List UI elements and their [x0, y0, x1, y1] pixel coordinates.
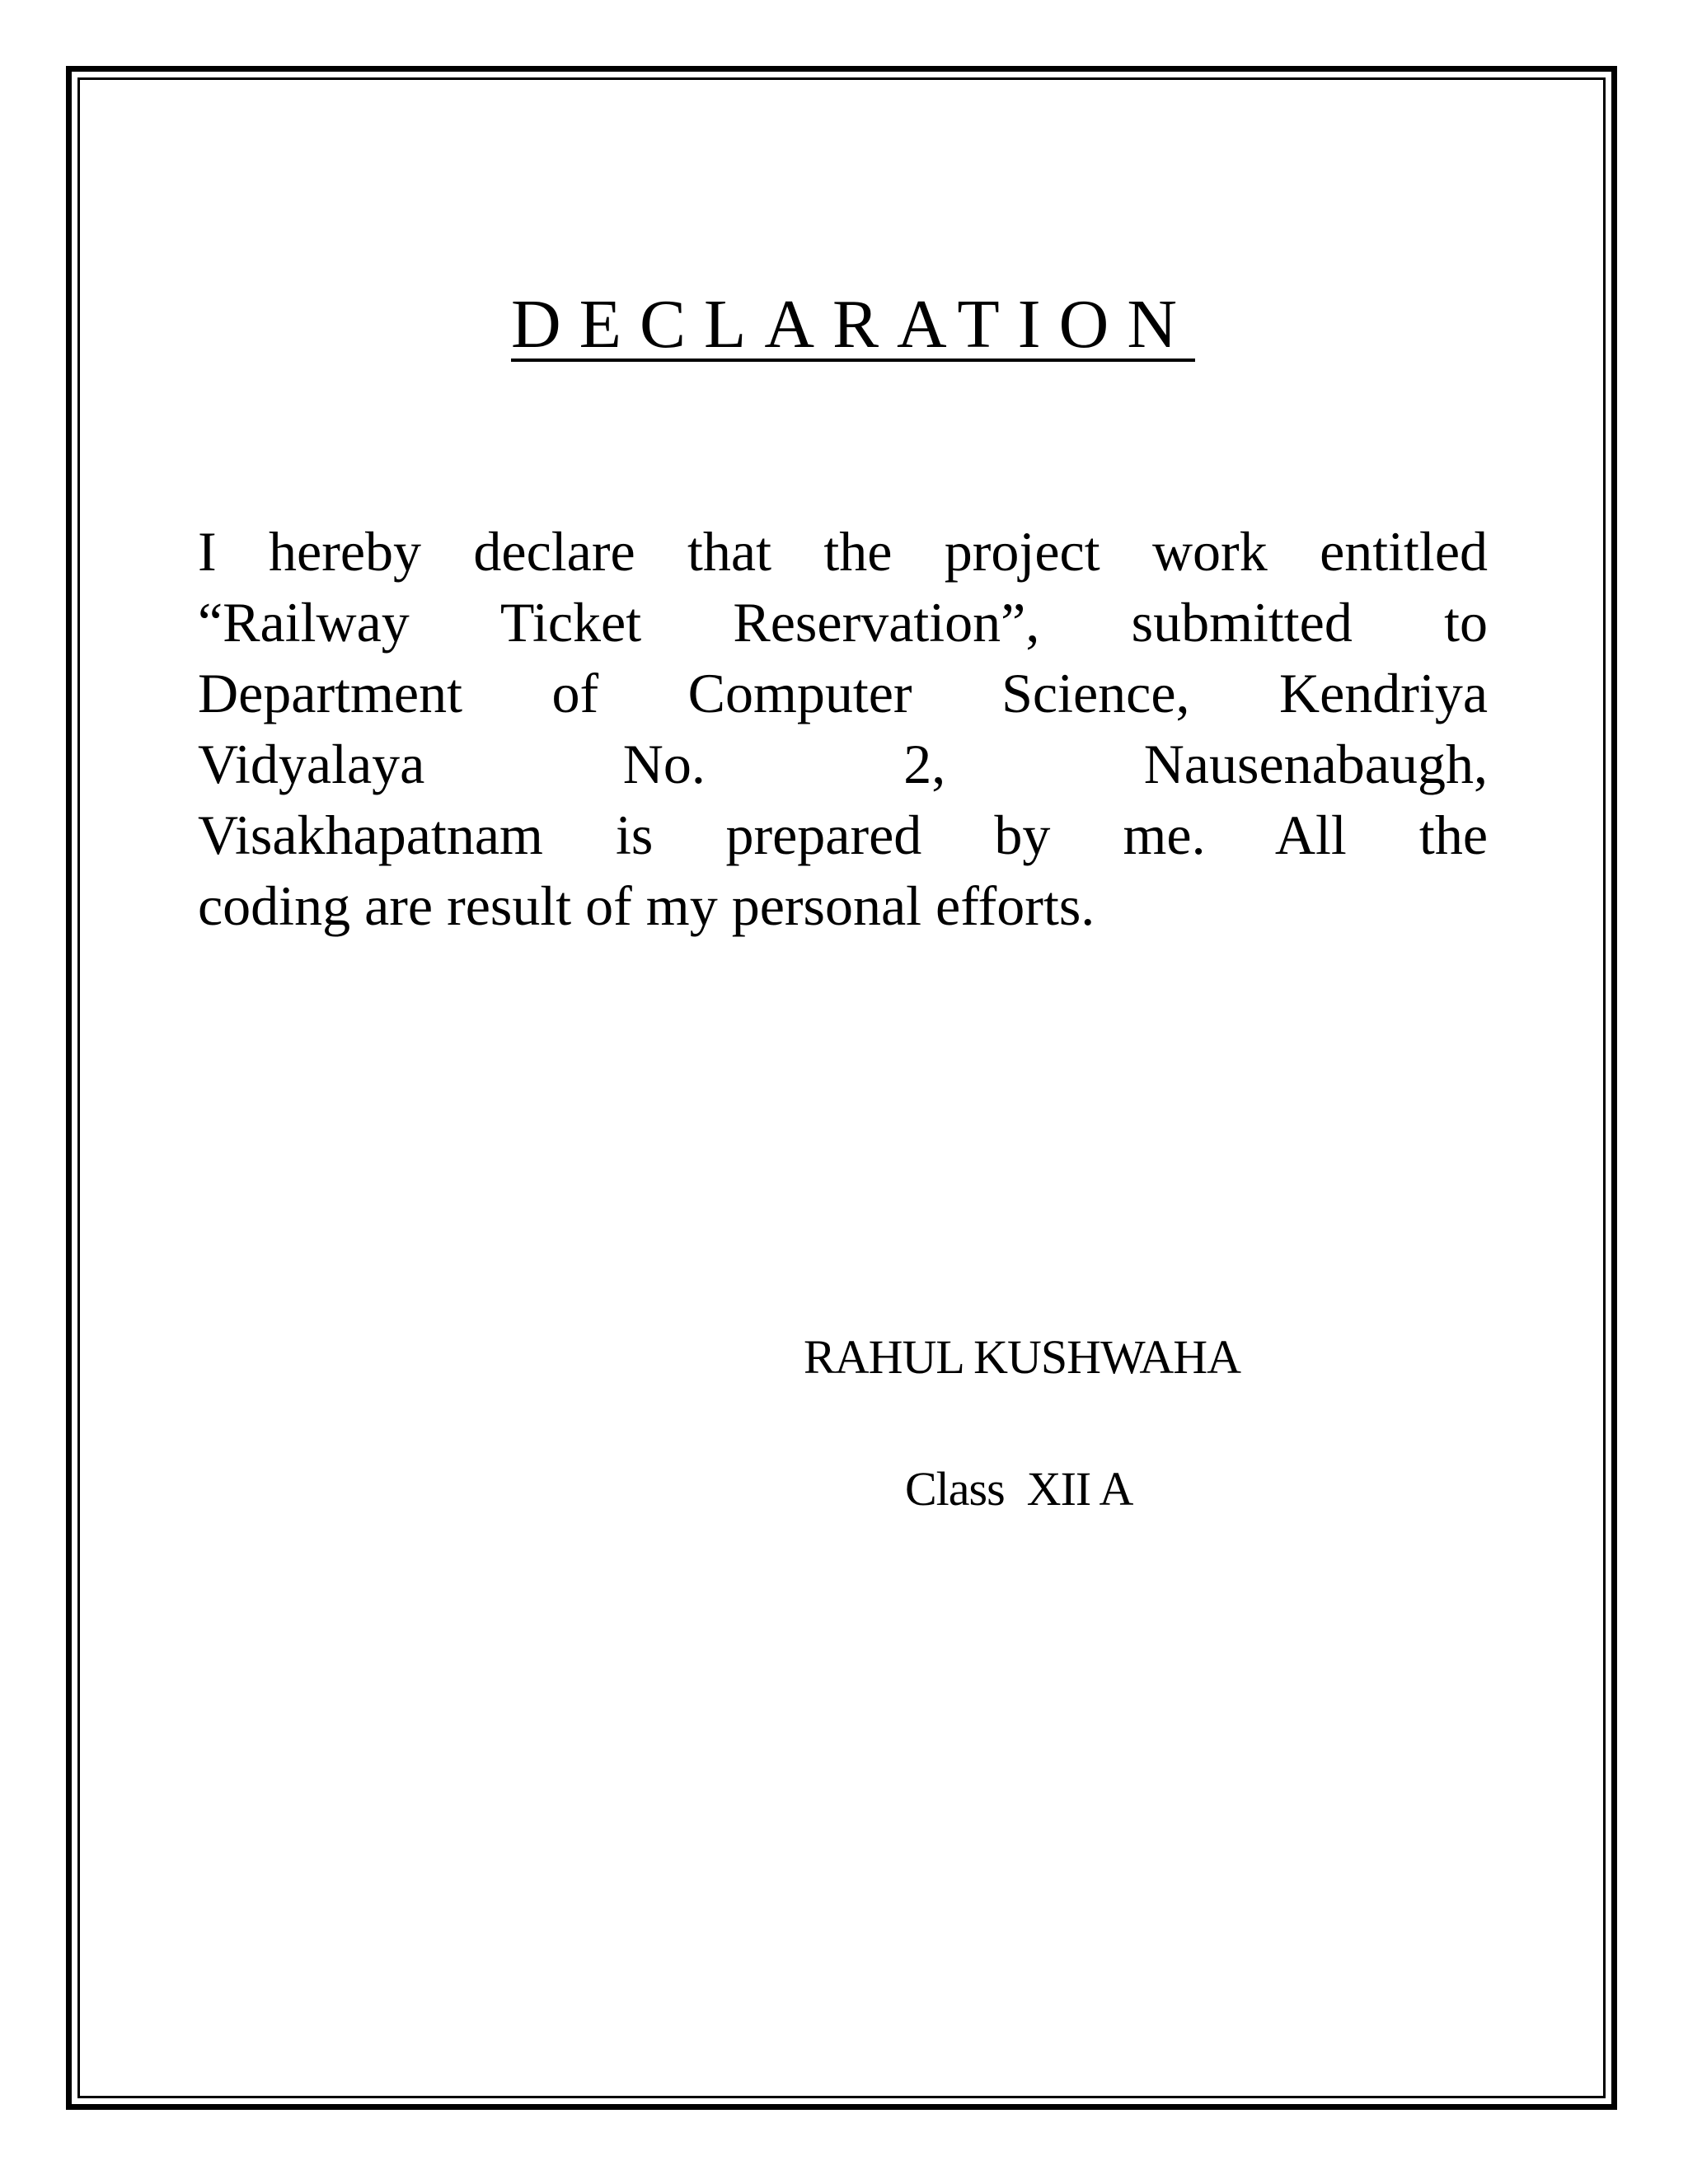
declaration-line: I hereby declare that the project work entitled — [198, 520, 1488, 583]
page-border-inner — [77, 77, 1606, 2098]
student-class: Class XII A — [905, 1462, 1133, 1516]
declaration-title-text: DECLARATION — [511, 286, 1195, 363]
declaration-title — [0, 286, 1688, 363]
declaration-line: coding are result of my personal efforts. — [198, 874, 1095, 937]
declaration-line: “Railway Ticket Reservation”, submitted to — [198, 591, 1488, 654]
declaration-body — [198, 516, 1488, 941]
student-name: RAHUL KUSHWAHA — [804, 1330, 1241, 1384]
declaration-line: Visakhapatnam is prepared by me. All the — [198, 804, 1488, 866]
declaration-line: Vidyalaya No. 2, Nausenabaugh, — [198, 733, 1488, 795]
declaration-line: Department of Computer Science, Kendriya — [198, 662, 1488, 724]
